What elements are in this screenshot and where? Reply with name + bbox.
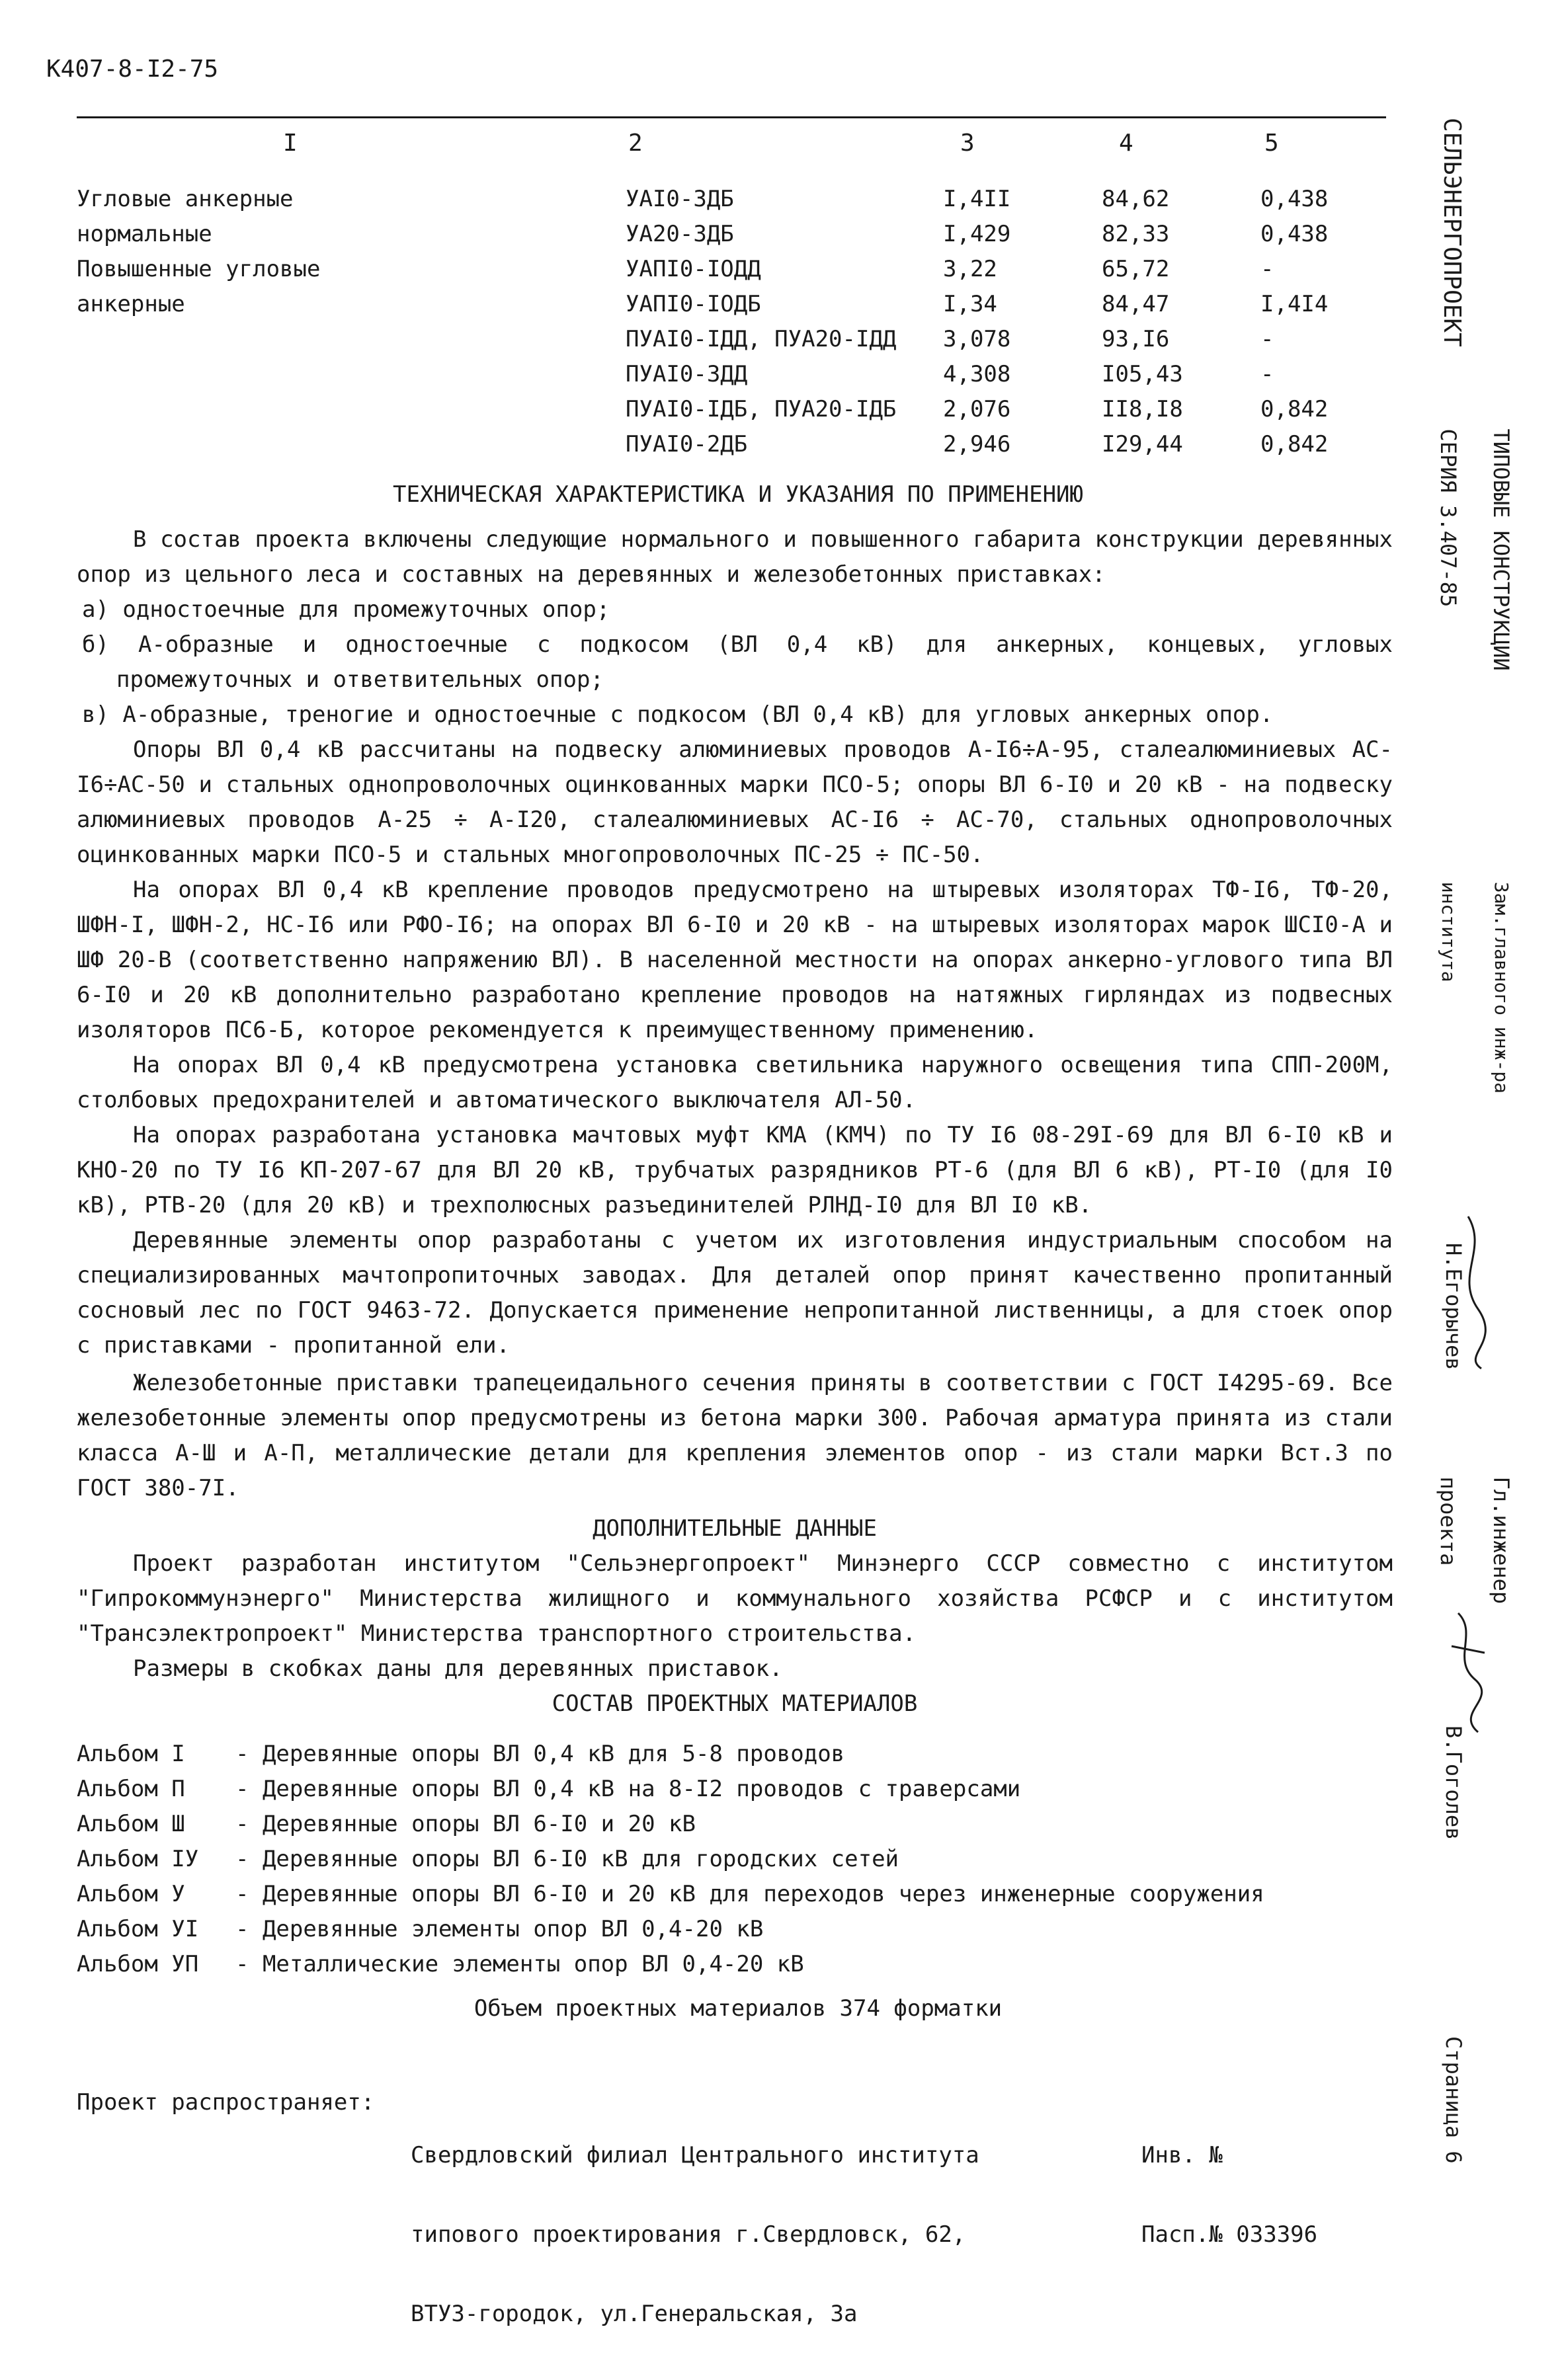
table-cell: 84,47: [1102, 291, 1170, 317]
table-cell: II8,I8: [1102, 396, 1183, 422]
table-cell: [77, 322, 626, 357]
table-row: [77, 252, 1386, 287]
album-description: - Деревянные опоры ВЛ 0,4 кВ на 8-I2 проводов с траверсами: [235, 1776, 1021, 1802]
album-name: Альбом I: [77, 1741, 185, 1767]
table-cell: I,4II: [943, 186, 1011, 212]
table-cell: -: [1260, 326, 1274, 352]
signature-deputy: [1442, 1210, 1501, 1375]
table-cell: 0,438: [1260, 221, 1329, 247]
album-name: Альбом УI: [77, 1916, 199, 1942]
table-cell: ПУАI0-IДД, ПУА20-IДД: [626, 326, 897, 352]
table-cell: ПУАI0-IДБ, ПУА20-IДБ: [626, 396, 897, 422]
table-cell: 2,946: [943, 431, 1011, 457]
album-description: - Деревянные элементы опор ВЛ 0,4-20 кВ: [235, 1916, 764, 1942]
table-cell: I05,43: [1102, 361, 1183, 387]
album-description: - Металлические элементы опор ВЛ 0,4-20 кВ: [235, 1951, 804, 1977]
heading-albums: СОСТАВ ПРОЕКТНЫХ МАТЕРИАЛОВ: [552, 1690, 918, 1717]
table-header-2: 2: [628, 130, 643, 157]
table-row: [77, 357, 1386, 392]
table-top-rule: [77, 116, 1386, 118]
table-cell: ПУАI0-3ДД: [626, 361, 748, 387]
address-line: типового проектирования г.Свердловск, 62,: [411, 2221, 966, 2248]
table-cell: УАПI0-IОДД: [626, 256, 761, 282]
side-chief-title: Гл.инженер: [1489, 1476, 1514, 1605]
table-cell: анкерные: [77, 291, 185, 317]
table-cell: [77, 427, 626, 462]
table-cell: [77, 357, 626, 392]
table-cell: [77, 392, 626, 427]
table-cell: УАI0-3ДБ: [626, 186, 734, 212]
table-row: [77, 217, 1386, 252]
table-cell: I,4I4: [1260, 291, 1329, 317]
table-cell: Повышенные угловые: [77, 256, 321, 282]
table-cell: 4,308: [943, 361, 1011, 387]
table-cell: Угловые анкерные: [77, 186, 294, 212]
table-header-4: 4: [1119, 130, 1133, 157]
side-chief-project: проекта: [1436, 1476, 1461, 1566]
side-deputy-institute: института: [1438, 881, 1459, 982]
table-header-3: 3: [960, 130, 975, 157]
side-deputy-name: Н.Егорычев: [1441, 1243, 1466, 1370]
table-row: [77, 392, 1386, 427]
list-item: [77, 1912, 1264, 1947]
paragraph-lighting: На опорах ВЛ 0,4 кВ предусмотрена установка светильника наружного освещения типа СПП-200М, столбовых предохранителей и автоматического выключателя АЛ-50.: [77, 1052, 1393, 1113]
paragraph-dimensions-note: Размеры в скобках даны для деревянных приставок.: [133, 1655, 783, 1682]
technical-text: [77, 522, 1393, 1722]
album-description: - Деревянные опоры ВЛ 0,4 кВ для 5-8 проводов: [235, 1741, 845, 1767]
address-line: ВТУЗ-городок, ул.Генеральская, 3а: [411, 2301, 858, 2327]
album-name: Альбом IУ: [77, 1846, 199, 1872]
list-item-a: а) одностоечные для промежуточных опор;: [82, 596, 610, 623]
side-series-number: СЕРИЯ 3.407-85: [1436, 428, 1461, 608]
table-cell: 2,076: [943, 396, 1011, 422]
list-item: [77, 1772, 1264, 1807]
side-chief: [1435, 1451, 1541, 1604]
table-cell: 82,33: [1102, 221, 1170, 247]
table-cell: I,429: [943, 221, 1011, 247]
table-header-5: 5: [1264, 130, 1279, 157]
album-name: Альбом УП: [77, 1951, 199, 1977]
list-item: [77, 1807, 1264, 1842]
list-item: [77, 1737, 1264, 1772]
heading-extra: ДОПОЛНИТЕЛЬНЫЕ ДАННЫЕ: [593, 1515, 877, 1542]
distributor-label: Проект распространяет:: [77, 2089, 375, 2116]
paragraph-couplings: На опорах разработана установка мачтовых муфт КМА (КМЧ) по ТУ I6 08-29I-69 для ВЛ 6-I0 кВ и КНО-20 по ТУ I6 КП-207-67 для ВЛ 20 кВ, трубчатых разрядников РТ-6 (для ВЛ 6 кВ), РТ-I0 (для I0 кВ), РТВ-20 (для 20 кВ) и трехполюсных разъединителей РЛНД-I0 для ВЛ I0 кВ.: [77, 1122, 1393, 1218]
album-name: Альбом Ш: [77, 1811, 185, 1837]
table-cell: 0,438: [1260, 186, 1329, 212]
side-chief-name: В.Гоголев: [1441, 1726, 1466, 1841]
list-item: [77, 1947, 1264, 1982]
paragraph-developers: Проект разработан институтом "Сельэнергопроект" Минэнерго СССР совместно с институтом "Гипрокоммунэнерго" Министерства жилищного и коммунального хозяйства РСФСР и с институтом "Трансэлектропроект" Министерства транспортного строительства.: [77, 1550, 1393, 1647]
distributor-address: [411, 2089, 979, 2380]
paragraph-insulators: На опорах ВЛ 0,4 кВ крепление проводов предусмотрено на штыревых изоляторах ТФ-I6, ТФ-20, ШФН-I, ШФН-2, НС-I6 или РФО-I6; на опорах ВЛ 6-I0 и 20 кВ - на штыревых изоляторах марок ШСI0-А и ШФ 20-В (соответственно напряжению ВЛ). В населенной местности на опорах анкерно-углового типа ВЛ 6-I0 и 20 кВ дополнительно разработано крепление проводов на натяжных гирляндах из подвесных изоляторов ПС6-Б, которое рекомендуется к преимущественному применению.: [77, 877, 1393, 1043]
table-cell: УАПI0-IОДБ: [626, 291, 761, 317]
signature-chief: [1438, 1606, 1498, 1739]
side-deputy: [1435, 859, 1541, 1093]
album-name: Альбом П: [77, 1776, 185, 1802]
paragraph-wires: Опоры ВЛ 0,4 кВ рассчитаны на подвеску алюминиевых проводов А-I6÷А-95, сталеалюминиевых АС-I6÷АС-50 и стальных однопроволочных оцинкованных марки ПСО-5; опоры ВЛ 6-I0 и 20 кВ - на подвеску алюминиевых проводов А-25 ÷ А-I20, сталеалюминиевых АС-I6 ÷ АС-70, стальных однопроволочных оцинкованных марки ПСО-5 и стальных многопроволочных ПС-25 ÷ ПС-50.: [77, 736, 1393, 868]
side-series: [1435, 403, 1541, 671]
table-cell: -: [1260, 361, 1274, 387]
album-list: [77, 1737, 1264, 1982]
table-row: [77, 322, 1386, 357]
table-header-1: I: [283, 130, 298, 157]
document-code: К407-8-I2-75: [46, 56, 219, 83]
table-cell: 0,842: [1260, 396, 1329, 422]
side-page-number: Страница 6: [1441, 2036, 1466, 2164]
table-cell: 65,72: [1102, 256, 1170, 282]
support-types-table: [77, 182, 1386, 462]
paragraph-composition: В состав проекта включены следующие нормального и повышенного габарита конструкции деревянных опор из цельного леса и составных на деревянных и железобетонных приставках:: [77, 526, 1393, 588]
table-cell: 93,I6: [1102, 326, 1170, 352]
passport-number: Пасп.№ 033396: [1141, 2221, 1318, 2248]
inventory-block: [1141, 2089, 1317, 2301]
table-cell: I29,44: [1102, 431, 1183, 457]
side-series-title: ТИПОВЫЕ КОНСТРУКЦИИ: [1489, 428, 1514, 671]
volume-line: Объем проектных материалов 374 форматки: [473, 1995, 1003, 2022]
list-item-b: б) А-образные и одностоечные с подкосом (ВЛ 0,4 кВ) для анкерных, концевых, угловых промежуточных и ответвительных опор;: [82, 631, 1393, 693]
list-item: [77, 1877, 1264, 1912]
side-organization: СЕЛЬЭНЕРГОПРОЕКТ: [1438, 118, 1465, 347]
table-cell: ПУАI0-2ДБ: [626, 431, 748, 457]
table-cell: 0,842: [1260, 431, 1329, 457]
table-cell: -: [1260, 256, 1274, 282]
album-description: - Деревянные опоры ВЛ 6-I0 и 20 кВ для переходов через инженерные сооружения: [235, 1881, 1264, 1907]
list-item: [77, 1842, 1264, 1877]
table-cell: 3,078: [943, 326, 1011, 352]
album-description: - Деревянные опоры ВЛ 6-I0 кВ для городских сетей: [235, 1846, 899, 1872]
table-cell: 3,22: [943, 256, 997, 282]
table-row: [77, 287, 1386, 322]
table-cell: нормальные: [77, 221, 212, 247]
paragraph-concrete: Железобетонные приставки трапецеидального сечения приняты в соответствии с ГОСТ I4295-69. Все железобетонные элементы опор предусмотрены из бетона марки 300. Рабочая арматура принята из стали класса А-Ш и А-П, металлические детали для крепления элементов опор - из стали марки Вст.3 по ГОСТ 380-7I.: [77, 1370, 1393, 1501]
table-row: [77, 182, 1386, 217]
paragraph-wood-elements: Деревянные элементы опор разработаны с учетом их изготовления индустриальным способом на специализированных мачтопропиточных заводах. Для деталей опор принят качественно пропитанный сосновый лес по ГОСТ 9463-72. Допускается применение непропитанной лиственницы, а для стоек опор с приставками - пропитанной ели.: [77, 1227, 1393, 1359]
table-cell: УА20-3ДБ: [626, 221, 734, 247]
list-item-v: в) А-образные, треногие и одностоечные с подкосом (ВЛ 0,4 кВ) для угловых анкерных опор.: [82, 701, 1274, 728]
album-description: - Деревянные опоры ВЛ 6-I0 и 20 кВ: [235, 1811, 696, 1837]
table-cell: 84,62: [1102, 186, 1170, 212]
side-deputy-title: Зам.главного инж-ра: [1491, 881, 1512, 1094]
heading-technical: ТЕХНИЧЕСКАЯ ХАРАКТЕРИСТИКА И УКАЗАНИЯ ПО ПРИМЕНЕНИЮ: [393, 481, 1083, 508]
table-row: [77, 427, 1386, 462]
address-line: Свердловский филиал Центрального института: [411, 2142, 979, 2168]
inventory-number: Инв. №: [1141, 2142, 1223, 2168]
table-cell: I,34: [943, 291, 997, 317]
album-name: Альбом У: [77, 1881, 185, 1907]
